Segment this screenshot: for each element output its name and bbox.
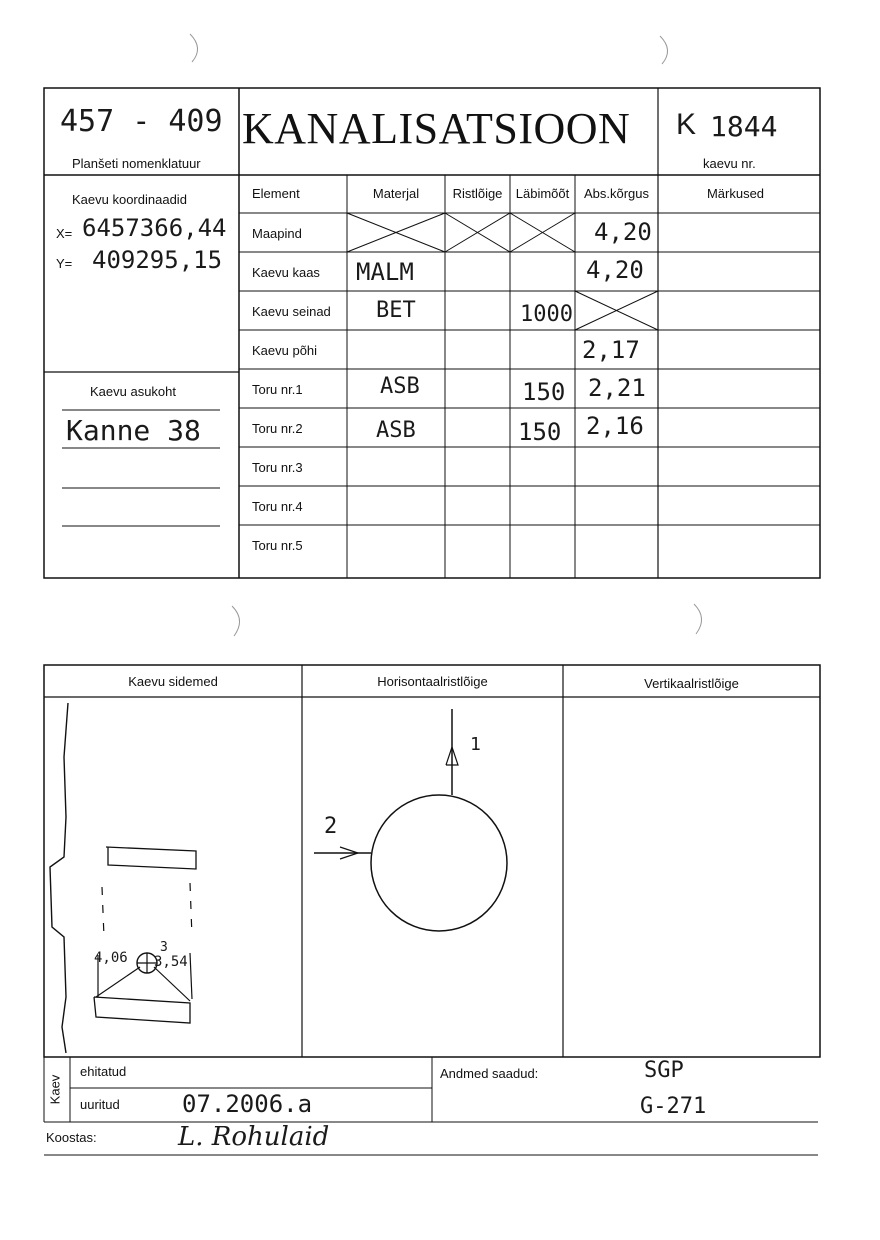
row-label-pipe-1: Toru nr.1 xyxy=(252,382,303,397)
well-number-value: 1844 xyxy=(710,110,778,143)
section-well-connections: Kaevu sidemed xyxy=(128,674,218,689)
location-value: Kanne 38 xyxy=(66,414,201,447)
header-notes: Märkused xyxy=(706,186,765,201)
header-cross-section: Ristlõige xyxy=(452,186,503,201)
pipe-2-height-value: 2,16 xyxy=(586,412,644,440)
y-coordinate-value: 409295,15 xyxy=(92,246,223,274)
coords-label: Kaevu koordinaadid xyxy=(72,192,187,207)
x-label: X= xyxy=(56,226,73,241)
header-diameter: Läbimõõt xyxy=(515,186,570,201)
nomenclature-value: 457 - 409 xyxy=(60,104,223,139)
header-element: Element xyxy=(252,186,300,201)
row-label-walls: Kaevu seinad xyxy=(252,304,331,319)
row-label-pipe-3: Toru nr.3 xyxy=(252,460,303,475)
horizontal-cross-section-diagram xyxy=(302,697,563,1057)
sketch-mark: 3 xyxy=(160,940,168,955)
nomenclature-label: Planšeti nomenklatuur xyxy=(72,156,201,171)
row-label-pipe-2: Toru nr.2 xyxy=(252,421,303,436)
pipe-2-label: 2 xyxy=(324,814,338,839)
walls-diameter-value: 1000 xyxy=(520,302,573,327)
pipe-1-diameter-value: 150 xyxy=(522,378,566,406)
location-label: Kaevu asukoht xyxy=(90,384,177,399)
pipe-1-material-value: ASB xyxy=(380,374,420,399)
cover-material-value: MALM xyxy=(356,258,414,286)
pipe-1-height-value: 2,21 xyxy=(588,374,646,402)
row-label-ground: Maapind xyxy=(252,226,302,241)
pipe-1-label: 1 xyxy=(470,734,481,755)
data-reference-value: G-271 xyxy=(640,1094,707,1119)
surveyed-value: 07.2006.a xyxy=(182,1090,313,1118)
kaev-label: Kaev xyxy=(47,1074,63,1105)
cover-height-value: 4,20 xyxy=(586,256,644,284)
section-horizontal-cross-section: Horisontaalristlõige xyxy=(377,674,488,689)
data-received-label: Andmed saadud: xyxy=(440,1066,539,1081)
x-coordinate-value: 6457366,44 xyxy=(82,214,227,242)
compiled-by-signature: L. Rohulaid xyxy=(178,1122,330,1152)
site-sketch xyxy=(44,697,302,1057)
section-vertical-cross-section: Vertikaalristlõige xyxy=(644,676,739,691)
ground-height-value: 4,20 xyxy=(594,218,652,246)
header-abs-height: Abs.kõrgus xyxy=(583,186,650,201)
row-label-cover: Kaevu kaas xyxy=(252,265,320,280)
row-label-pipe-4: Toru nr.4 xyxy=(252,499,303,514)
well-number-label: kaevu nr. xyxy=(703,156,756,171)
walls-material-value: BET xyxy=(376,298,416,323)
y-label: Y= xyxy=(56,256,73,271)
page-title: KANALISATSIOON xyxy=(242,104,631,153)
row-label-pipe-5: Toru nr.5 xyxy=(252,538,303,553)
pipe-2-material-value: ASB xyxy=(376,418,416,443)
surveyed-label: uuritud xyxy=(80,1097,120,1112)
row-label-bottom: Kaevu põhi xyxy=(252,343,318,358)
pipe-2-diameter-value: 150 xyxy=(518,418,562,446)
sketch-right-measure: 3,54 xyxy=(154,954,188,970)
built-label: ehitatud xyxy=(80,1064,127,1079)
compiled-label: Koostas: xyxy=(46,1130,97,1145)
data-source-value: SGP xyxy=(644,1058,684,1083)
header-material: Materjal xyxy=(372,186,420,201)
well-prefix: K xyxy=(676,108,697,141)
bottom-height-value: 2,17 xyxy=(582,336,640,364)
sketch-left-measure: 4,06 xyxy=(94,950,128,966)
